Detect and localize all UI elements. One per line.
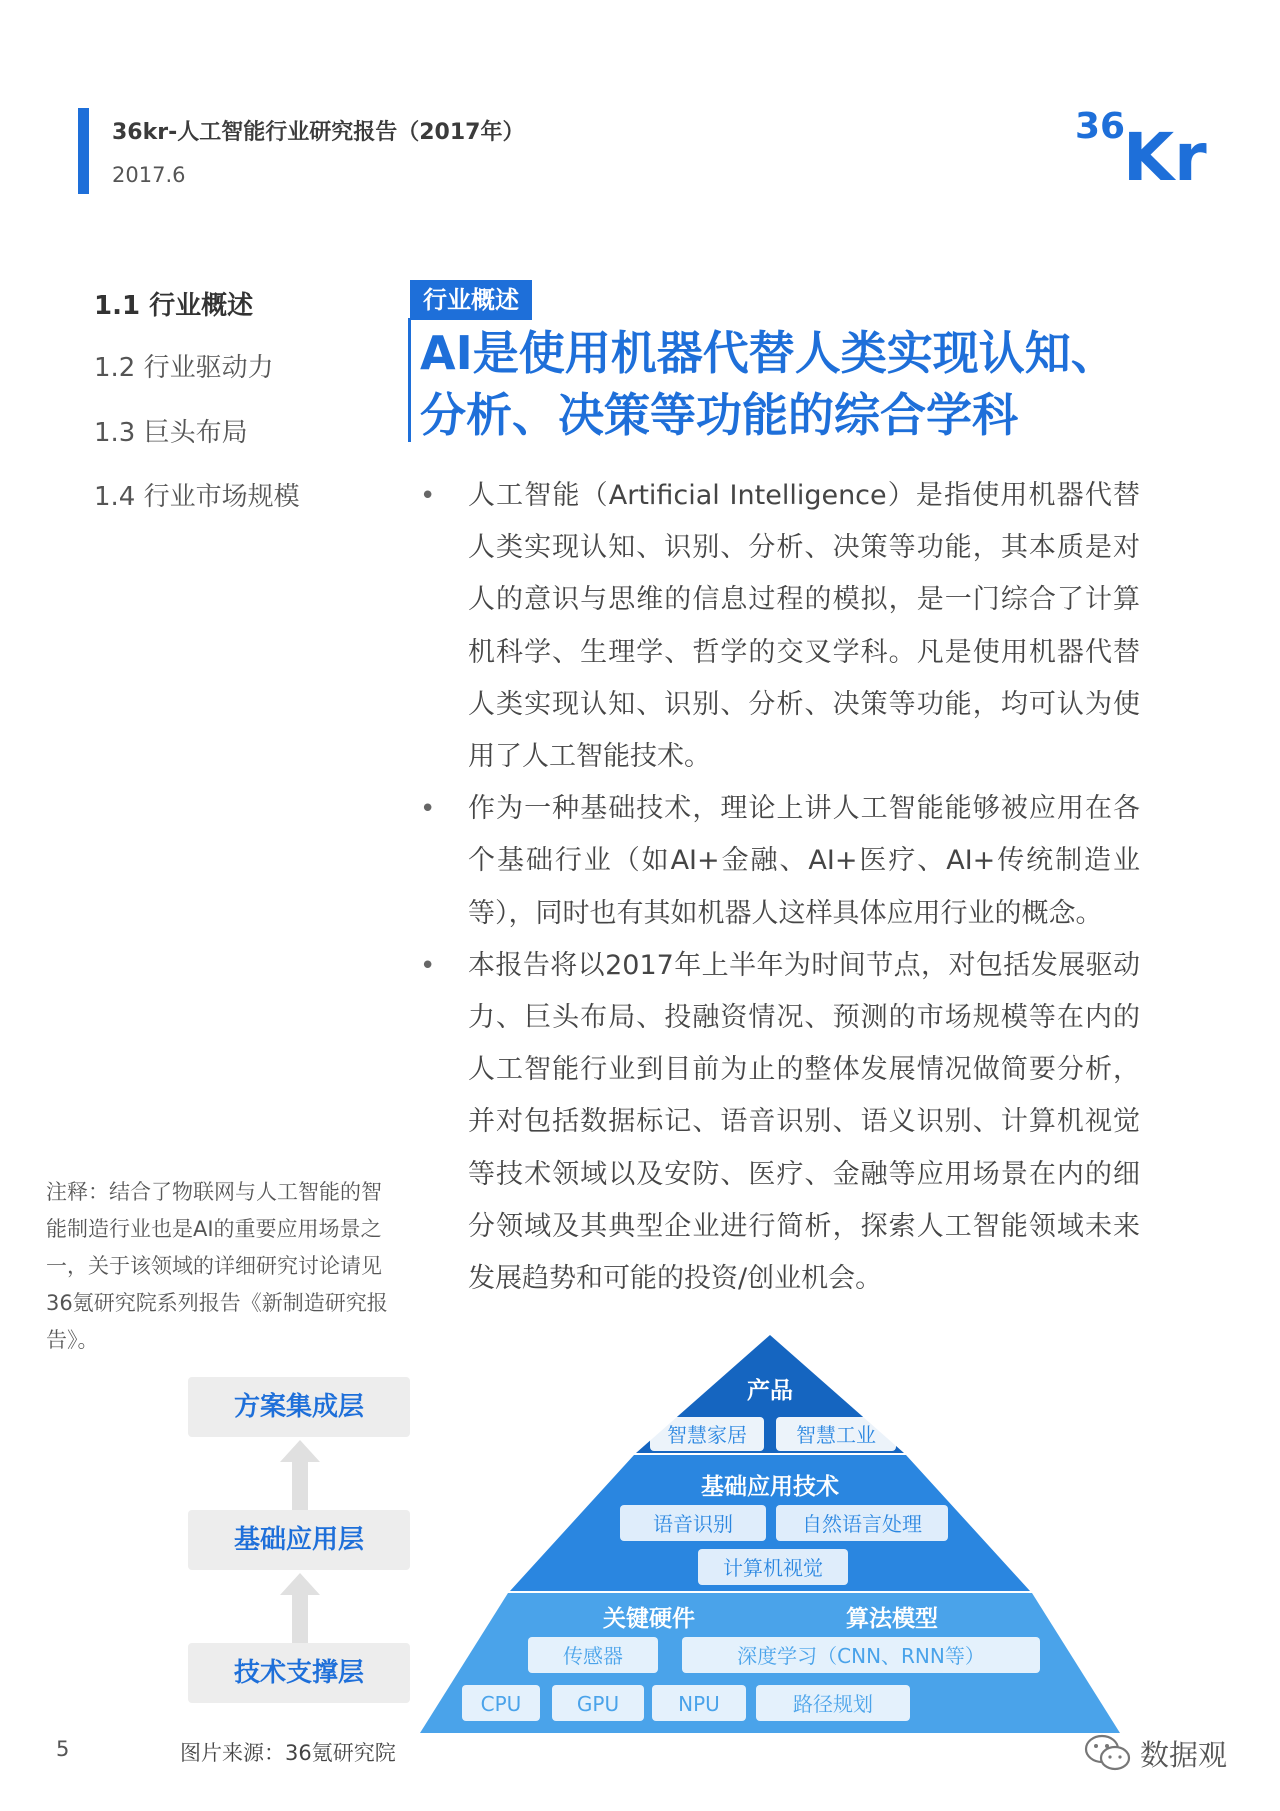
pyramid-algorithm-title: 算法模型 [846, 1606, 938, 1632]
bullet-text: 作为一种基础技术，理论上讲人工智能能够被应用在各个基础行业（如AI+金融、AI+医疗、AI+传统制造业等），同时也有其如机器人这样具体应用行业的概念。 [468, 793, 1140, 929]
watermark-text: 数据观 [1140, 1738, 1228, 1772]
svg-text:36: 36 [1075, 106, 1126, 147]
page-number: 5 [56, 1737, 70, 1761]
layer-solution-integration: 方案集成层 [188, 1377, 410, 1437]
pyramid-tech-item: 自然语言处理 [802, 1512, 922, 1536]
bullet-list [420, 470, 1140, 1305]
ai-industry-pyramid [420, 1335, 1120, 1735]
report-date: 2017.6 [112, 163, 186, 187]
image-source: 图片来源：36氪研究院 [180, 1741, 396, 1765]
pyramid-tech-title: 基础应用技术 [701, 1474, 839, 1500]
bullet-text: 人工智能（Artificial Intelligence）是指使用机器代替人类实现认知、识别、分析、决策等功能，其本质是对人的意识与思维的信息过程的模拟，是一门综合了计算机科学、生理学、哲学的交叉学科。凡是使用机器代替人类实现认知、识别、分析、决策等功能，均可认为使用了人工智能技术。 [468, 480, 1140, 773]
nav-item-market-size[interactable]: 1.4 行业市场规模 [94, 482, 300, 512]
footnote: 注释：结合了物联网与人工智能的智能制造行业也是AI的重要应用场景之一，关于该领域的详细研究讨论请见36氪研究院系列报告《新制造研究报告》。 [46, 1180, 388, 1352]
section-tag: 行业概述 [410, 280, 532, 320]
nav-item-overview[interactable]: 1.1 行业概述 [94, 291, 254, 321]
pyramid-hardware-item: NPU [678, 1692, 720, 1716]
pyramid-product-item: 智慧工业 [796, 1423, 876, 1447]
headline-rule [408, 318, 411, 442]
bullet-item [420, 783, 1140, 940]
wechat-icon [1083, 1733, 1133, 1773]
pyramid-hardware-title: 关键硬件 [603, 1606, 695, 1632]
pyramid-product-item: 智慧家居 [667, 1423, 747, 1447]
bullet-item [420, 940, 1140, 1305]
pyramid-tech-item: 语音识别 [653, 1512, 733, 1536]
pyramid-hardware-item: 传感器 [563, 1644, 623, 1668]
bullet-text: 本报告将以2017年上半年为时间节点，对包括发展驱动力、巨头布局、投融资情况、预测的市场规模等在内的人工智能行业到目前为止的整体发展情况做简要分析，并对包括数据标记、语音识别、语义识别、计算机视觉等技术领域以及安防、医疗、金融等应用场景在内的细分领域及其典型企业进行简析，探索人工智能领域未来发展趋势和可能的投资/创业机会。 [468, 949, 1140, 1295]
layer-basic-application: 基础应用层 [188, 1510, 410, 1570]
layer-technical-support: 技术支撑层 [188, 1643, 410, 1703]
pyramid-algorithm-item: 路径规划 [793, 1692, 873, 1716]
up-arrow-icon [280, 1440, 320, 1520]
pyramid-tech-item: 计算机视觉 [723, 1556, 823, 1580]
up-arrow-icon [280, 1573, 320, 1653]
header-accent-bar [78, 108, 89, 194]
section-headline: AI是使用机器代替人类实现认知、分析、决策等功能的综合学科 [420, 326, 1117, 442]
pyramid-product-title: 产品 [747, 1378, 793, 1404]
bullet-dot-icon: • [420, 481, 436, 511]
report-title: 36kr-人工智能行业研究报告（2017年） [112, 120, 525, 145]
bullet-dot-icon: • [420, 794, 436, 825]
bullet-dot-icon: • [420, 950, 436, 981]
36kr-logo [1075, 100, 1210, 185]
pyramid-algorithm-item: 深度学习（CNN、RNN等） [737, 1644, 985, 1668]
svg-text:Kr: Kr [1123, 119, 1207, 185]
nav-item-giants[interactable]: 1.3 巨头布局 [94, 418, 248, 448]
pyramid-hardware-item: CPU [480, 1692, 522, 1716]
bullet-item [420, 470, 1140, 783]
pyramid-hardware-item: GPU [576, 1692, 620, 1716]
nav-item-drivers[interactable]: 1.2 行业驱动力 [94, 353, 274, 383]
